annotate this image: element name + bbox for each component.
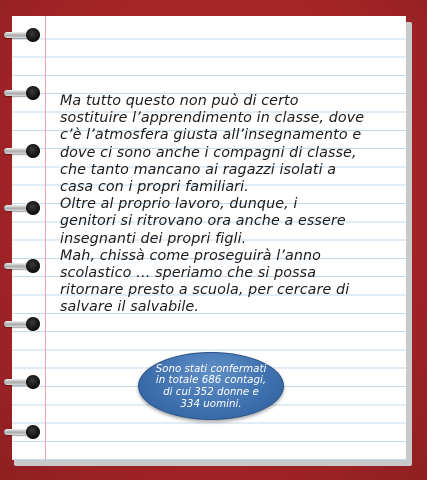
spiral-ring-icon [4,200,40,216]
text-line: genitori si ritrovano ora anche a essere [60,213,346,230]
text-line: c’è l’atmosfera giusta all’insegnamento e [60,127,362,144]
spiral-ring-icon [4,374,40,390]
stats-callout-bubble [138,352,284,420]
spiral-ring-icon [4,316,40,332]
ring-hole [26,28,40,42]
notebook-text [60,93,400,317]
text-line: Ma tutto questo non può di certo [60,93,299,109]
ring-hole [26,201,40,215]
text-line: che tanto mancano ai ragazzi isolati a [60,161,337,178]
text-line: dove ci sono anche i compagni di classe, [60,144,357,161]
ring-hole [26,425,40,439]
text-line: sostituire l’apprendimento in classe, dove [60,110,365,127]
ring-hole [26,317,40,331]
ring-hole [26,259,40,273]
ring-hole [26,144,40,158]
spiral-ring-icon [4,143,40,159]
text-line: insegnanti dei propri figli. [60,230,247,247]
text-line: scolastico … speriamo che si possa [60,265,317,282]
spiral-ring-icon [4,85,40,101]
callout-line: di cui 352 donne e [163,386,259,398]
text-line: Oltre al proprio lavoro, dunque, i [60,196,298,213]
text-line: salvare il salvabile. [60,299,199,316]
ring-hole [26,86,40,100]
ring-hole [26,375,40,389]
callout-line: 334 uomini. [180,397,242,410]
spiral-ring-icon [4,258,40,274]
text-line: ritornare presto a scuola, per cercare di [60,282,350,299]
callout-line: Sono stati confermati [155,362,267,375]
spiral-ring-icon [4,424,40,440]
text-line: casa con i propri familiari. [60,179,249,196]
callout-line: in totale 686 contagi, [155,374,267,387]
spiral-ring-icon [4,27,40,43]
text-line: Mah, chissà come proseguirà l’anno [60,247,322,264]
